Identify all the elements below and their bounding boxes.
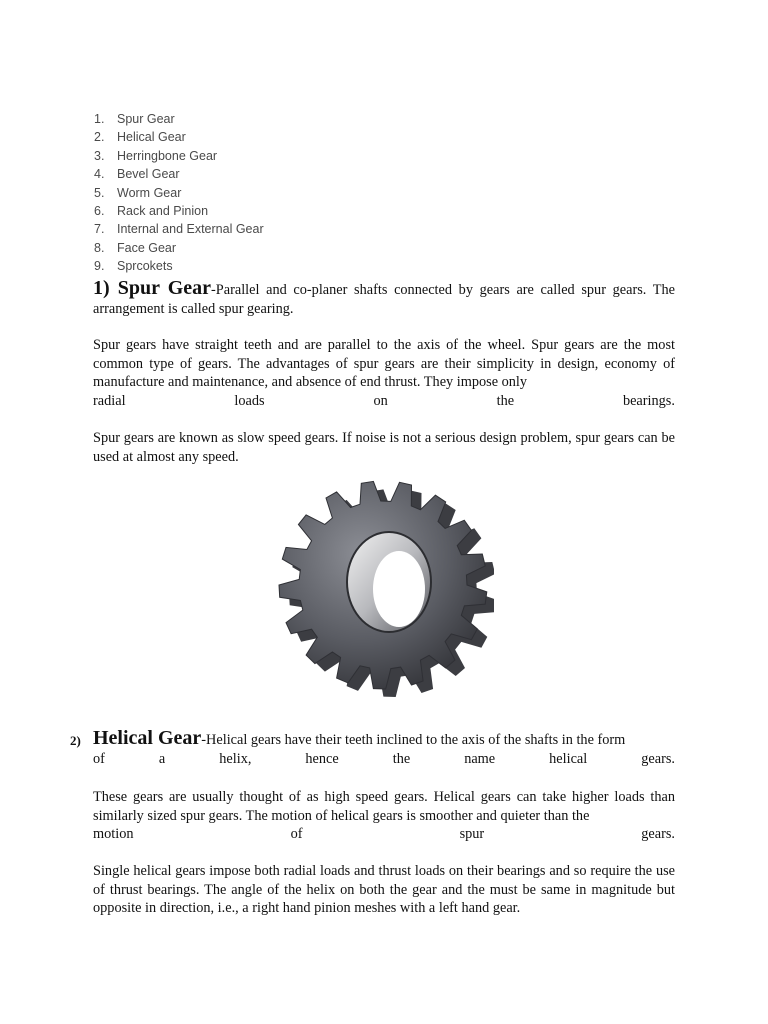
- spur-gear-intro: [93, 279, 675, 318]
- gear-list-item: [94, 128, 264, 146]
- spur-gear-paragraph-3: Spur gears are known as slow speed gears. If noise is not a serious design problem, spur gears can be used at almost any speed.: [93, 430, 675, 465]
- helical-p2-last-line: [93, 825, 675, 844]
- gear-list-label: Herringbone Gear: [117, 148, 218, 163]
- gear-bore-opening: [373, 551, 425, 627]
- word: radial: [93, 392, 126, 409]
- gear-list-number: 4.: [94, 167, 105, 182]
- gear-list-item: [94, 184, 264, 202]
- word: of: [93, 750, 105, 767]
- word: hence: [305, 750, 339, 767]
- gear-types-list: [94, 110, 264, 276]
- spur-gear-intro-text: -Parallel and co-planer shafts connected by gears are called spur gears. The arrangement is called spur gearing.: [93, 282, 675, 317]
- gear-list-label: Bevel Gear: [117, 167, 180, 182]
- word: gears.: [641, 750, 675, 767]
- gear-list-item: [94, 220, 264, 238]
- gear-list-number: 9.: [94, 259, 105, 274]
- helical-p2-text: These gears are usually thought of as high speed gears. Helical gears can take higher loads than similarly sized spur gears. The motion of helical gears is smoother and quieter than the: [93, 789, 675, 824]
- gear-list-item: [94, 147, 264, 165]
- gear-list-item: [94, 257, 264, 275]
- word: name: [464, 750, 496, 767]
- gear-list-label: Rack and Pinion: [117, 203, 209, 218]
- word: the: [496, 392, 515, 409]
- word: of: [290, 826, 303, 843]
- word: helix,: [219, 750, 252, 767]
- gear-list-number: 8.: [94, 240, 105, 255]
- word: bearings.: [622, 392, 675, 409]
- gear-list-label: Face Gear: [117, 240, 177, 255]
- spur-gear-p2-last-line: [93, 392, 675, 411]
- gear-list-label: Spur Gear: [117, 112, 175, 126]
- gear-list-label: Worm Gear: [117, 185, 182, 200]
- gear-list-number: 2.: [94, 130, 105, 145]
- gear-list-number: 5.: [94, 185, 105, 200]
- word: helical: [549, 750, 588, 767]
- helical-gear-intro: [93, 729, 675, 768]
- gear-list-number: 7.: [94, 222, 105, 237]
- word: gears.: [641, 826, 675, 843]
- gear-list-item: [94, 202, 264, 220]
- word: the: [392, 750, 411, 767]
- word: on: [373, 392, 388, 409]
- spur-gear-paragraph-2: [93, 336, 675, 410]
- helical-intro-last-line: [93, 750, 675, 769]
- word: spur: [459, 826, 485, 843]
- helical-gear-intro-text: -Helical gears have their teeth inclined to the axis of the shafts in the form: [201, 732, 626, 748]
- word: motion: [93, 826, 134, 843]
- gear-list-label: Internal and External Gear: [117, 222, 264, 237]
- spur-gear-p2-text: Spur gears have straight teeth and are parallel to the axis of the wheel. Spur gears are the most common type of gears. The advantages of spur gears are their simplicity in design, economy of manufacture and maintenance, and absence of end thrust. They impose only: [93, 337, 675, 391]
- gear-list-number: 1.: [94, 112, 105, 126]
- helical-section-number: 2): [70, 733, 81, 748]
- gear-list-number: 3.: [94, 148, 105, 163]
- gear-list-label: Helical Gear: [117, 130, 186, 145]
- word: a: [158, 750, 166, 767]
- gear-list-item: [94, 239, 264, 257]
- helical-gear-paragraph-3: Single helical gears impose both radial loads and thrust loads on their bearings and so require the use of thrust bearings. The angle of the helix on both the gear and the must be same in magnitude but opposite in direction, i.e., a right hand pinion meshes with a left hand gear.: [93, 863, 675, 917]
- spur-gear-heading: 1) Spur Gear: [93, 277, 212, 299]
- gear-list-item: [94, 110, 264, 128]
- helical-gear-paragraph-2: [93, 788, 675, 844]
- gear-list-label: Sprcokets: [117, 259, 173, 274]
- gear-list-number: 6.: [94, 203, 105, 218]
- helical-gear-heading: Helical Gear: [93, 727, 202, 749]
- word: loads: [234, 392, 265, 409]
- spur-gear-image: [272, 472, 494, 698]
- gear-list-item: [94, 165, 264, 183]
